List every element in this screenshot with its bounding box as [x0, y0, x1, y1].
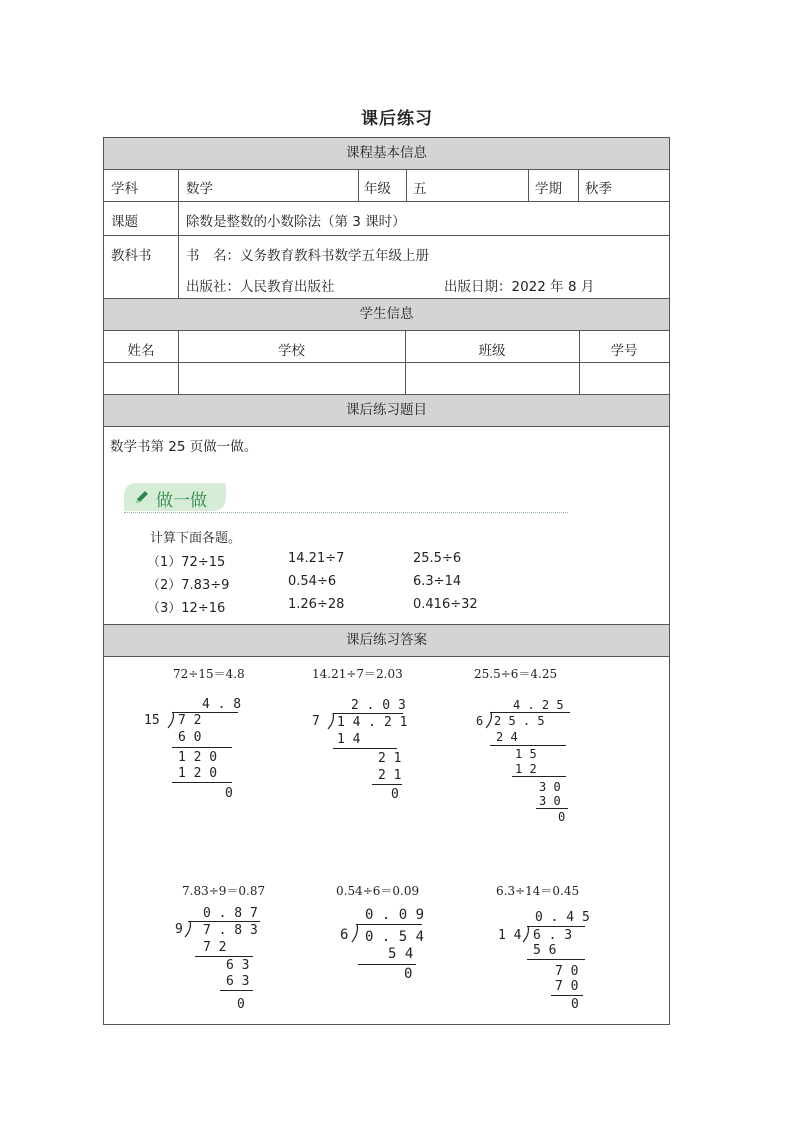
- division-dividend: 7 2: [178, 713, 202, 728]
- division-bar: [333, 713, 403, 714]
- divider: [178, 170, 179, 298]
- division-remainder: 0: [225, 786, 233, 801]
- division-quotient: 0 . 0 9: [365, 907, 425, 923]
- division-remainder: 0: [571, 997, 579, 1012]
- division-bracket-icon: [166, 711, 176, 729]
- division-dividend: 2 5 . 5: [494, 714, 545, 728]
- division-bracket-icon: [484, 711, 494, 729]
- exercise-item: 25.5÷6: [413, 551, 462, 566]
- division-step: 3 0: [539, 780, 561, 794]
- exercise-item: （1）72÷15: [147, 555, 226, 570]
- column-school: 学校: [278, 343, 305, 359]
- textbook-publish-date: 出版日期：2022 年 8 月: [444, 279, 595, 295]
- division-line: [372, 784, 402, 785]
- division-divisor: 9: [175, 922, 183, 937]
- class-field[interactable]: [406, 363, 579, 394]
- divider: [528, 170, 529, 201]
- student-id-field[interactable]: [580, 363, 669, 394]
- column-student-id: 学号: [610, 343, 638, 359]
- division-step: 2 4: [496, 730, 518, 744]
- division-step: 1 2 0: [178, 766, 218, 781]
- division-line: [195, 956, 253, 957]
- division-dividend: 6 . 3: [533, 928, 573, 943]
- division-step: 5 6: [533, 943, 557, 958]
- topic-label: 课题: [111, 214, 138, 230]
- grade-value: 五: [413, 181, 427, 197]
- division-step: 1 5: [515, 747, 537, 761]
- division-line: [527, 959, 585, 960]
- grade-label: 年级: [364, 181, 391, 197]
- textbook-name: 书 名：义务教育教科书数学五年级上册: [186, 248, 429, 264]
- division-quotient: 4 . 2 5: [513, 698, 564, 712]
- division-quotient: 2 . 0 3: [351, 698, 406, 713]
- divider: [406, 170, 407, 201]
- division-step: 3 0: [539, 794, 561, 808]
- division-remainder: 0: [404, 966, 413, 982]
- practice-badge-label: 做一做: [156, 491, 207, 511]
- divider: [104, 201, 669, 202]
- division-line: [172, 782, 232, 783]
- division-line: [358, 964, 416, 965]
- page-title: 课后练习: [361, 109, 433, 129]
- division-divisor: 6: [476, 714, 484, 728]
- division-step: 1 2: [515, 762, 537, 776]
- division-step: 6 3: [226, 974, 250, 989]
- pencil-icon: [133, 488, 151, 506]
- division-line: [551, 995, 583, 996]
- exercise-item: （2）7.83÷9: [147, 578, 230, 593]
- division-step: 6 3: [226, 958, 250, 973]
- answer-equation: 0.54÷6＝0.09: [336, 884, 420, 898]
- exercise-item: 6.3÷14: [413, 574, 462, 589]
- exercise-instruction: 计算下面各题。: [150, 531, 242, 546]
- division-divisor: 7: [312, 714, 320, 729]
- answer-equation: 72÷15＝4.8: [173, 667, 245, 681]
- exercise-item: 14.21÷7: [288, 551, 345, 566]
- answers-header: 课后练习答案: [104, 624, 669, 657]
- subject-value: 数学: [186, 181, 213, 197]
- name-field[interactable]: [104, 363, 178, 394]
- division-remainder: 0: [558, 810, 566, 824]
- division-remainder: 0: [237, 997, 245, 1012]
- division-quotient: 4 . 8: [202, 697, 242, 712]
- division-line: [172, 747, 232, 748]
- topic-value: 除数是整数的小数除法（第 3 课时）: [186, 214, 406, 230]
- exercise-item: 0.54÷6: [288, 574, 337, 589]
- division-line: [490, 745, 566, 746]
- textbook-publisher: 出版社：人民教育出版社: [186, 279, 335, 295]
- division-bracket-icon: [183, 920, 193, 938]
- school-field[interactable]: [179, 363, 405, 394]
- division-step: 7 0: [555, 964, 579, 979]
- division-quotient: 0 . 4 5: [535, 910, 590, 925]
- column-class: 班级: [478, 343, 506, 359]
- division-step: 5 4: [388, 946, 414, 962]
- division-dividend: 1 4 . 2 1: [337, 715, 408, 730]
- division-line: [220, 990, 253, 991]
- exercise-header: 课后练习题目: [104, 394, 669, 427]
- division-step: 1 2 0: [178, 750, 218, 765]
- answer-equation: 7.83÷9＝0.87: [182, 884, 266, 898]
- course-info-header: 课程基本信息: [104, 137, 669, 170]
- division-bar: [188, 921, 260, 922]
- division-divisor: 15: [144, 713, 160, 728]
- division-step: 7 0: [555, 979, 579, 994]
- answer-equation: 14.21÷7＝2.03: [312, 667, 403, 681]
- answer-equation: 6.3÷14＝0.45: [496, 884, 580, 898]
- division-divisor: 1 4: [498, 928, 522, 943]
- subject-label: 学科: [111, 181, 138, 197]
- exercise-item: 1.26÷28: [288, 597, 345, 612]
- student-info-header: 学生信息: [104, 298, 669, 331]
- division-bracket-icon: [350, 923, 360, 943]
- division-step: 7 2: [203, 940, 227, 955]
- textbook-label: 教科书: [111, 248, 152, 264]
- exercise-item: （3）12÷16: [147, 601, 226, 616]
- divider: [578, 170, 579, 201]
- division-bracket-icon: [521, 925, 531, 943]
- answer-equation: 25.5÷6＝4.25: [474, 667, 558, 681]
- division-remainder: 0: [391, 787, 399, 802]
- division-step: 2 1: [378, 768, 402, 783]
- division-line: [333, 748, 397, 749]
- division-step: 2 1: [378, 751, 402, 766]
- division-dividend: 7 . 8 3: [203, 923, 258, 938]
- exercise-intro: 数学书第 25 页做一做。: [110, 439, 258, 455]
- exercise-item: 0.416÷32: [413, 597, 478, 612]
- column-name: 姓名: [127, 343, 155, 359]
- division-bracket-icon: [326, 712, 336, 730]
- division-bar: [356, 924, 422, 925]
- division-quotient: 0 . 8 7: [203, 906, 258, 921]
- division-divisor: 6: [340, 927, 349, 943]
- divider: [358, 170, 359, 201]
- division-bar: [527, 926, 585, 927]
- divider: [104, 235, 669, 236]
- term-value: 秋季: [585, 181, 612, 197]
- division-line: [512, 776, 566, 777]
- division-line: [536, 808, 568, 809]
- division-step: 6 0: [178, 730, 202, 745]
- term-label: 学期: [535, 181, 562, 197]
- division-step: 1 4: [337, 732, 361, 747]
- dotted-divider: [124, 512, 568, 513]
- division-dividend: 0 . 5 4: [365, 929, 425, 945]
- division-bar: [490, 712, 570, 713]
